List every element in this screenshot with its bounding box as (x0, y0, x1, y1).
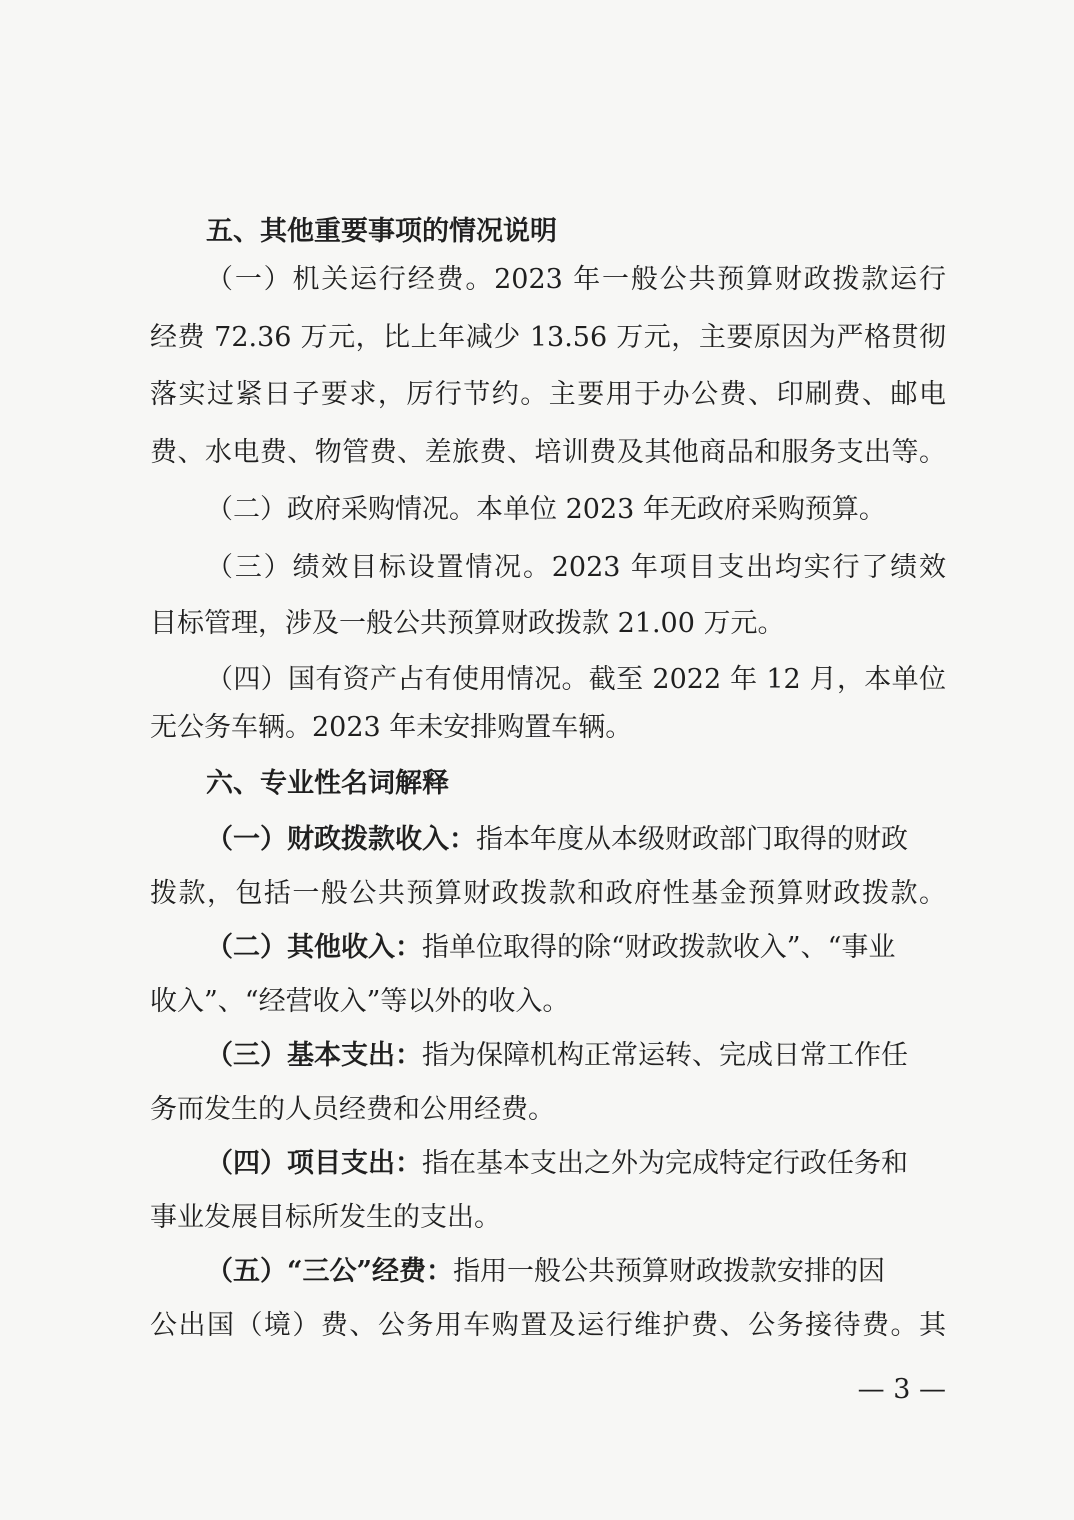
definition-text: 指为保障机构正常运转、完成日常工作任 (422, 1040, 908, 1071)
paragraph-line: （四）国有资产占有使用情况。截至 2022 年 12 月，本单位 (206, 664, 946, 695)
paragraph-line: 无公务车辆。2023 年未安排购置车辆。 (150, 712, 633, 743)
definition-term: （一）财政拨款收入： (206, 824, 476, 855)
paragraph-line: 公出国（境）费、公务用车购置及运行维护费、公务接待费。其 (150, 1310, 946, 1341)
paragraph-line: 目标管理，涉及一般公共预算财政拨款 21.00 万元。 (150, 608, 785, 639)
section-6-heading: 六、专业性名词解释 (206, 768, 449, 799)
definition-term: （五）“三公”经费： (206, 1256, 454, 1287)
page-number: — 3 — (857, 1374, 946, 1405)
paragraph-line: 收入”、“经营收入”等以外的收入。 (150, 986, 570, 1017)
paragraph-line: 经费 72.36 万元，比上年减少 13.56 万元，主要原因为严格贯彻 (150, 322, 946, 353)
definition-line (206, 1146, 946, 1182)
paragraph-line: 落实过紧日子要求，厉行节约。主要用于办公费、印刷费、邮电 (150, 379, 946, 410)
paragraph-line: 费、水电费、物管费、差旅费、培训费及其他商品和服务支出等。 (150, 437, 946, 468)
definition-text: 指用一般公共预算财政拨款安排的因 (453, 1256, 886, 1287)
definition-line (206, 930, 946, 966)
definition-text: 指在基本支出之外为完成特定行政任务和 (422, 1148, 908, 1179)
definition-term: （二）其他收入： (206, 932, 422, 963)
paragraph-line: （三）绩效目标设置情况。2023 年项目支出均实行了绩效 (206, 552, 946, 583)
definition-text: 指单位取得的除“财政拨款收入”、“事业 (422, 932, 896, 963)
paragraph-line: 事业发展目标所发生的支出。 (150, 1202, 501, 1233)
definition-line (206, 822, 946, 858)
paragraph-line: （二）政府采购情况。本单位 2023 年无政府采购预算。 (206, 494, 886, 525)
definition-text: 指本年度从本级财政部门取得的财政 (476, 824, 908, 855)
paragraph-line: 务而发生的人员经费和公用经费。 (150, 1094, 555, 1125)
paragraph-line: 拨款，包括一般公共预算财政拨款和政府性基金预算财政拨款。 (150, 878, 946, 909)
definition-line (206, 1038, 946, 1074)
section-5-heading: 五、其他重要事项的情况说明 (206, 216, 557, 247)
definition-term: （四）项目支出： (206, 1148, 422, 1179)
paragraph-line: （一）机关运行经费。2023 年一般公共预算财政拨款运行 (206, 264, 946, 295)
definition-line (206, 1254, 946, 1290)
definition-term: （三）基本支出： (206, 1040, 422, 1071)
